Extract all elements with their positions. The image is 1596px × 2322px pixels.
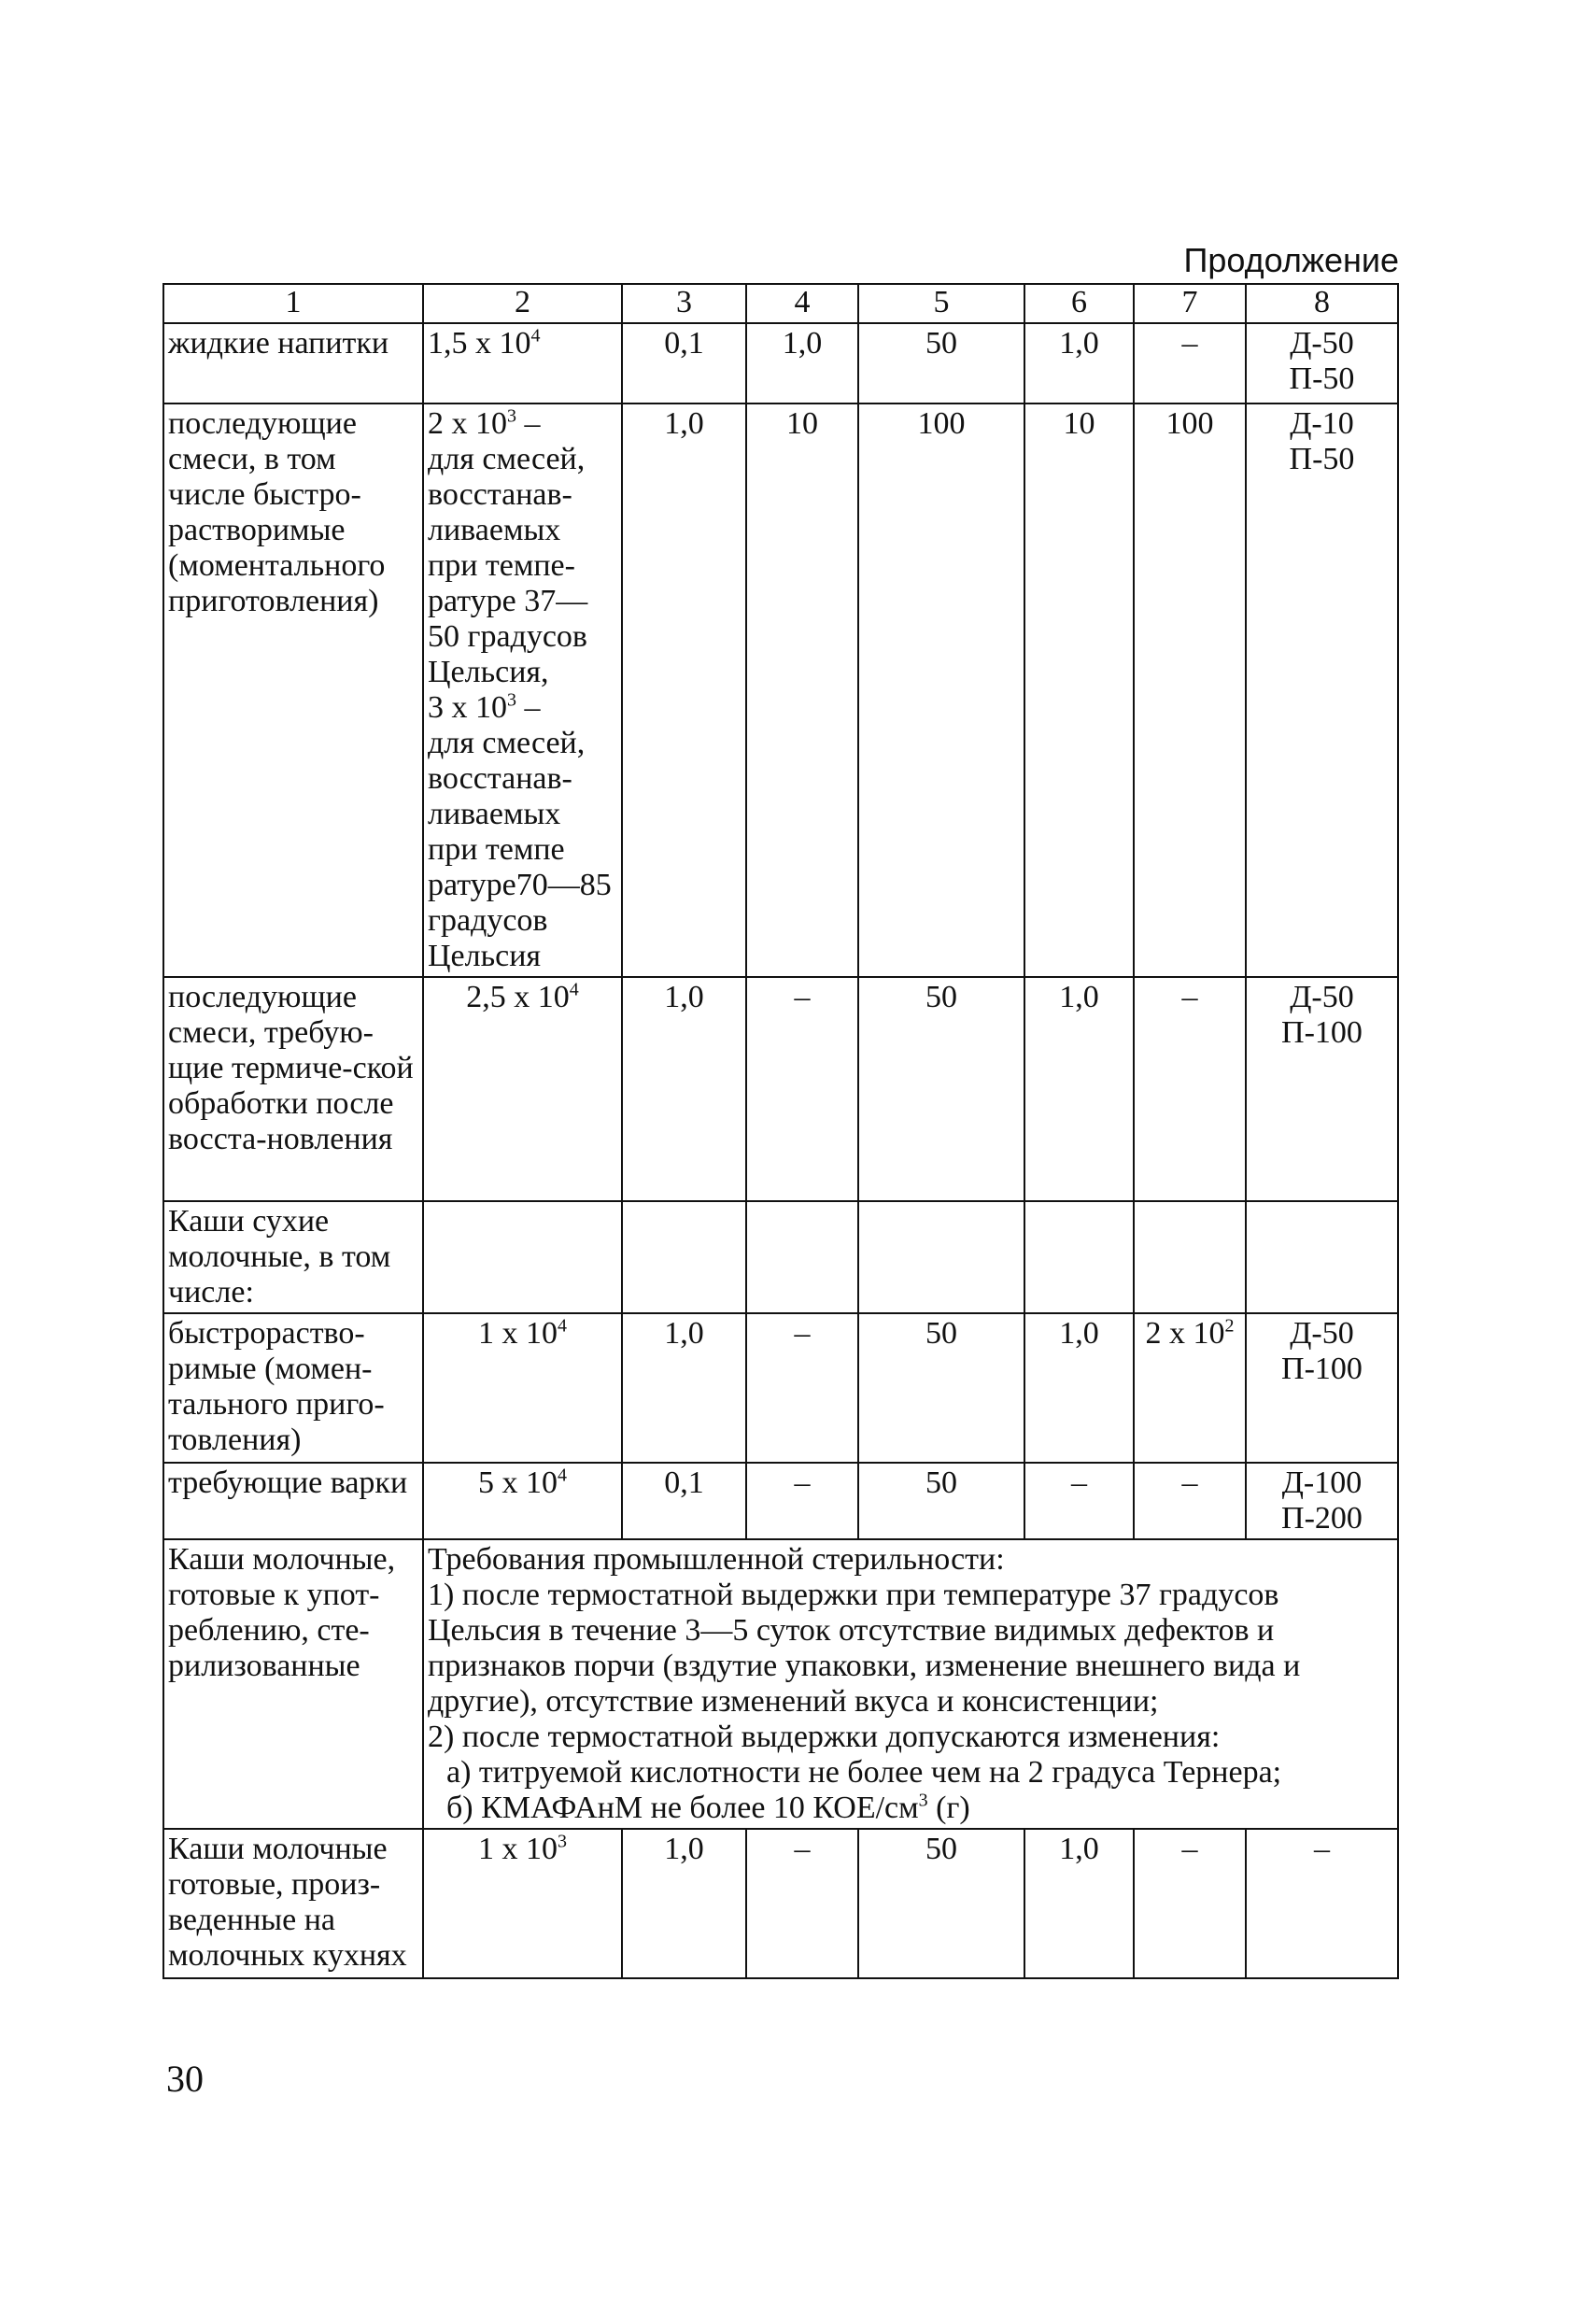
value-cell: 50 (858, 1829, 1024, 1978)
requirement-subitem: б) КМАФАнМ не более 10 КОЕ/$см^3$ (г) (446, 1790, 970, 1825)
value-cell: 1,0 (1024, 1829, 1134, 1978)
value-cell: 1,0 (622, 1313, 746, 1463)
col-num: 8 (1246, 284, 1398, 323)
value-cell: 2,5 x $10^4$ (423, 977, 622, 1201)
empty-cell (622, 1201, 746, 1313)
value-cell: 1 x $10^4$ (423, 1313, 622, 1463)
product-cell: быстрораство-римые (момен-тального приго-товления) (163, 1313, 423, 1463)
table-row (163, 1539, 1398, 1829)
table-row (163, 1313, 1398, 1463)
col-num: 1 (163, 284, 423, 323)
value-cell: 2 x $10^2$ (1134, 1313, 1246, 1463)
value-cell: Д-100 П-200 (1246, 1463, 1398, 1539)
value-cell: 50 (858, 977, 1024, 1201)
value-cell: 100 (858, 404, 1024, 977)
value-cell: 1,0 (622, 404, 746, 977)
value-cell: 1,0 (746, 323, 858, 404)
requirement-item: 1) после термостатной выдержки при температуре 37 градусов Цельсия в течение 3—5 суток отсутствие видимых дефектов и признаков порчи (вздутие упаковки, изменение внешнего вида и другие), отсутствие изменений вкуса и консистенции; (428, 1578, 1301, 1719)
col-num: 7 (1134, 284, 1246, 323)
value-cell: 1,0 (1024, 1313, 1134, 1463)
value-cell: Д-50 П-50 (1246, 323, 1398, 404)
value-cell: – (746, 1463, 858, 1539)
value-cell: 50 (858, 1463, 1024, 1539)
col-num: 6 (1024, 284, 1134, 323)
value-cell: 100 (1134, 404, 1246, 977)
page-number: 30 (166, 2058, 204, 2100)
value-cell: 10 (746, 404, 858, 977)
empty-cell (1134, 1201, 1246, 1313)
product-cell: последующие смеси, в том числе быстро-растворимые (моментального приготовления) (163, 404, 423, 977)
product-cell: последующие смеси, требую-щие термиче-ской обработки после восста-новления (163, 977, 423, 1201)
value-cell: – (746, 1829, 858, 1978)
col-num: 4 (746, 284, 858, 323)
value-cell: 10 (1024, 404, 1134, 977)
value-cell: – (1134, 323, 1246, 404)
empty-cell (1246, 1201, 1398, 1313)
value-cell: 0,1 (622, 323, 746, 404)
value-cell: 50 (858, 1313, 1024, 1463)
value-cell: – (1134, 1829, 1246, 1978)
value-cell: – (1134, 977, 1246, 1201)
value-cell: – (1134, 1463, 1246, 1539)
continuation-label: Продолжение (1183, 241, 1399, 279)
column-number-row (163, 284, 1398, 323)
product-cell: жидкие напитки (163, 323, 423, 404)
col-num: 5 (858, 284, 1024, 323)
requirement-item: 2) после термостатной выдержки допускаются изменения: (428, 1720, 1221, 1754)
value-cell: 50 (858, 323, 1024, 404)
requirements-title: Требования промышленной стерильности: (428, 1542, 1005, 1577)
value-cell: – (746, 1313, 858, 1463)
empty-cell (746, 1201, 858, 1313)
value-cell: – (746, 977, 858, 1201)
col-num: 2 (423, 284, 622, 323)
requirement-subitem: а) титруемой кислотности не более чем на 2 градуса Тернера; (446, 1755, 1282, 1790)
value-cell: 1,0 (1024, 323, 1134, 404)
col-num: 3 (622, 284, 746, 323)
value-cell: 0,1 (622, 1463, 746, 1539)
value-cell: 1,5 x $10^4$ (423, 323, 622, 404)
empty-cell (1024, 1201, 1134, 1313)
product-cell: Каши молочные готовые, произ-веденные на молочных кухнях (163, 1829, 423, 1978)
value-cell: 1,0 (622, 1829, 746, 1978)
value-cell: Д-50 П-100 (1246, 977, 1398, 1201)
product-cell: Каши сухие молочные, в том числе: (163, 1201, 423, 1313)
value-cell: Д-10 П-50 (1246, 404, 1398, 977)
value-cell: 5 x $10^4$ (423, 1463, 622, 1539)
empty-cell (423, 1201, 622, 1313)
value-cell: 2 x $10^3$ – для смесей, восстанав-ливаемых при темпе-ратуре 37—50 градусов Цельсия, 3 x $10^3$ – для смесей, восстанав-ливаемых при темпе ратуре70—85 градусов Цельсия (423, 404, 622, 977)
value-cell: – (1246, 1829, 1398, 1978)
sterility-requirements-cell (423, 1539, 1398, 1829)
value-cell: Д-50 П-100 (1246, 1313, 1398, 1463)
value-cell: 1 x $10^3$ (423, 1829, 622, 1978)
table-row (163, 323, 1398, 404)
table-row (163, 1829, 1398, 1978)
empty-cell (858, 1201, 1024, 1313)
table-row (163, 404, 1398, 977)
value-cell: 1,0 (1024, 977, 1134, 1201)
table-row (163, 1201, 1398, 1313)
table-row (163, 1463, 1398, 1539)
product-cell: требующие варки (163, 1463, 423, 1539)
table-row (163, 977, 1398, 1201)
value-cell: 1,0 (622, 977, 746, 1201)
product-cell: Каши молочные, готовые к упот-реблению, сте-рилизованные (163, 1539, 423, 1829)
requirements-table (162, 283, 1399, 1979)
value-cell: – (1024, 1463, 1134, 1539)
